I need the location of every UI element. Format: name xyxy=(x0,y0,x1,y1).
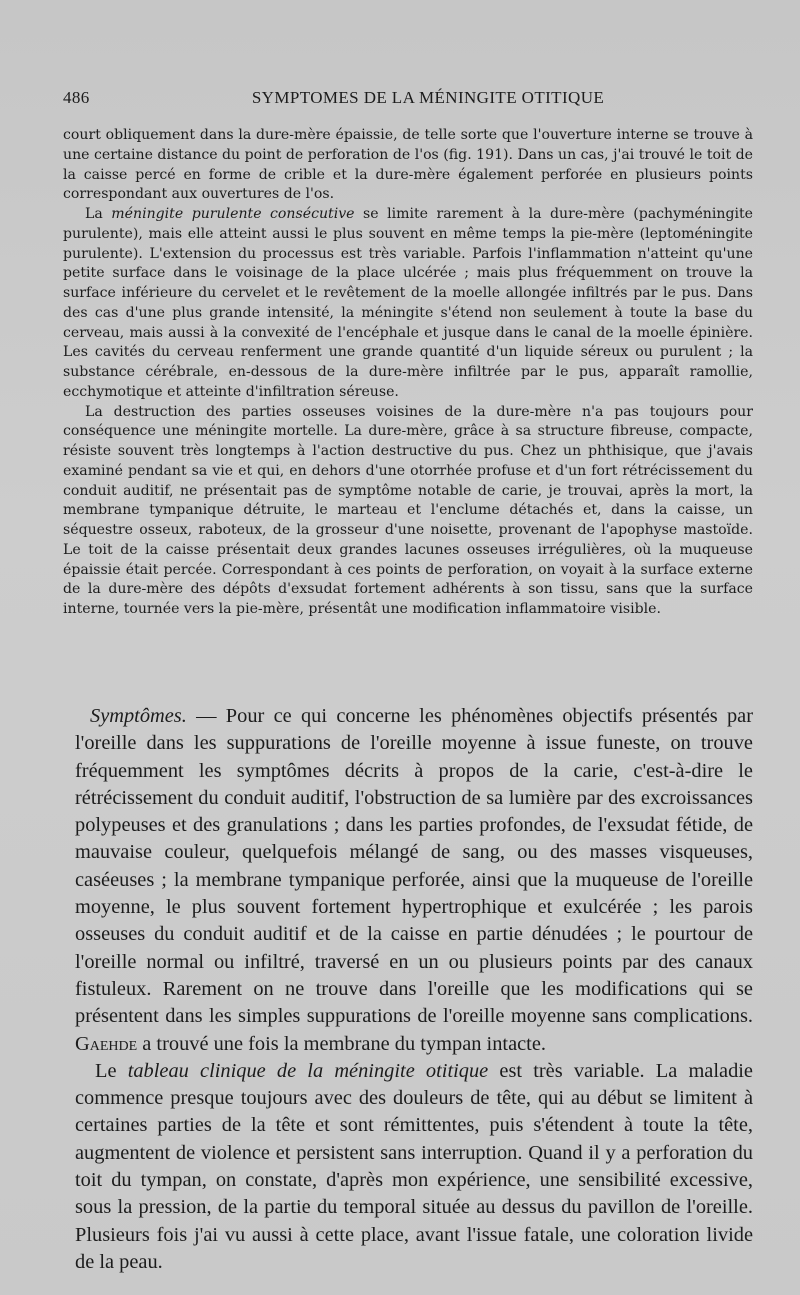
paragraph-destruction: La destruction des parties osseuses voisines de la dure-mère n'a pas toujours pour conséquence une méningite mortelle. La dure-mère, grâce à sa structure fibreuse, compacte, résiste souvent très longtemps à l'action destructive du pus. Chez un phthisique, que j'avais examiné pendant sa vie et qui, en dehors d'une otorrhée profuse et d'un fort rétrécissement du conduit auditif, ne présentait pas de symptôme notable de carie, je trouvai, après la mort, la membrane tympanique détruite, le marteau et l'enclume détachés et, dans la caisse, un séquestre osseux, raboteux, de la grosseur d'une noisette, provenant de l'apophyse mastoïde. Le toit de la caisse présentait deux grandes lacunes osseuses irrégulières, où la muqueuse épaissie était percée. Correspondant à ces points de perforation, on voyait à la surface externe de la dure-mère des dépôts d'exsudat fortement adhérents à son tissu, sans que la surface interne, tournée vers la pie-mère, présentât une modification inflammatoire visible. xyxy=(63,403,753,617)
section-heading-symptomes: Symptômes. xyxy=(90,705,187,727)
paragraph-text: La xyxy=(85,206,112,222)
paragraph-symptomes xyxy=(75,703,753,1058)
paragraph-text: a trouvé une fois la membrane du tympan intacte. xyxy=(137,1032,546,1055)
paragraph-text: Le xyxy=(95,1059,128,1082)
paragraph-continuation: court obliquement dans la dure-mère épaissie, de telle sorte que l'ouverture interne se trouve à une certaine distance du point de perforation de l'os (fig. 191). Dans un cas, j'ai trouvé le toit de la caisse percé en forme de crible et la dure-mère également perforée en plusieurs points correspondant aux ouvertures de l'os. xyxy=(63,127,753,203)
page-number: 486 xyxy=(63,88,90,107)
italic-term: méningite purulente consécutive xyxy=(111,206,355,222)
paragraph-text: se limite rarement à la dure-mère (pachyméningite purulente), mais elle atteint aussi le plus souvent en même temps la pie-mère (leptoméningite purulente). L'extension du processus est très variable. Parfois l'inflammation n'atteint qu'une petite surface dans le voisinage de la place ulcérée ; mais plus fréquemment on trouve la surface inférieure du cervelet et le revêtement de la moelle allongée infiltrés par le pus. Dans des cas d'une plus grande intensité, la méningite s'étend non seulement à toute la base du cerveau, mais aussi à la convexité de l'encéphale et jusque dans le canal de la moelle épinière. Les cavités du cerveau renferment une grande quantité d'un liquide séreux ou purulent ; la substance cérébrale, en-dessous de la dure-mère infiltrée par le pus, apparaît ramollie, ecchymotique et atteinte d'infiltration séreuse. xyxy=(63,206,753,400)
small-print-section xyxy=(63,126,753,620)
paragraph-meningite-purulente xyxy=(63,205,753,403)
italic-term: tableau clinique de la méningite otitique xyxy=(127,1059,489,1082)
author-name: Gaehde xyxy=(75,1032,138,1055)
running-title: SYMPTOMES DE LA MÉNINGITE OTITIQUE xyxy=(251,88,605,107)
running-header xyxy=(63,88,753,112)
paragraph-text: est très variable. La maladie commence presque toujours avec des douleurs de tête, qui au début se limitent à certaines parties de la tête et sont rémittentes, puis s'étendent à toute la tête, augmentent de violence et persistent sans interruption. Quand il y a perforation du toit du tympan, on constate, d'après mon expérience, une sensibilité excessive, sous la pression, de la partie du temporal située au dessus du pavillon de l'oreille. Plusieurs fois j'ai vu aussi à cette place, avant l'issue fatale, une coloration livide de la peau. xyxy=(75,1059,753,1273)
paragraph-text: — Pour ce qui concerne les phénomènes objectifs présentés par l'oreille dans les suppurations de l'oreille moyenne à issue funeste, on trouve fréquemment les symptômes décrits à propos de la carie, c'est-à-dire le rétrécissement du conduit auditif, l'obstruction de sa lumière par des excroissances polypeuses et des granulations ; dans les parties profondes, de l'exsudat fétide, de mauvaise couleur, quelquefois mélangé de sang, ou des masses visqueuses, caséeuses ; la membrane tympanique perforée, ainsi que la muqueuse de l'oreille moyenne, le plus souvent fortement hypertrophique et exulcérée ; les parois osseuses du conduit auditif et de la caisse en partie dénudées ; le pourtour de l'oreille normal ou infiltré, traversé en un ou plusieurs points par des canaux fistuleux. Rarement on ne trouve dans l'oreille que les modifications qui se présentent dans les simples suppurations de l'oreille moyenne sans complications. xyxy=(75,705,753,1028)
main-text-section xyxy=(75,703,753,1276)
paragraph-tableau-clinique xyxy=(75,1058,753,1276)
